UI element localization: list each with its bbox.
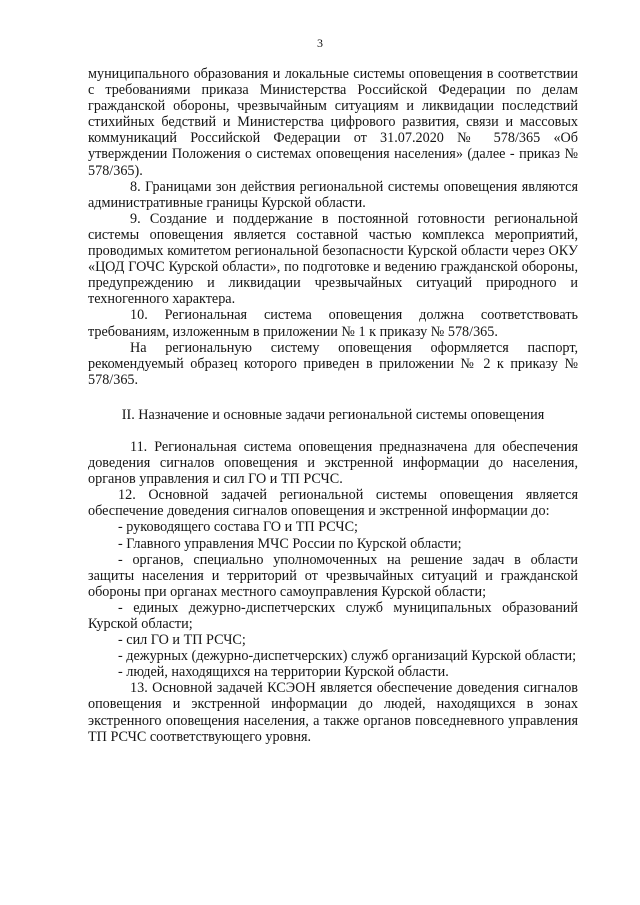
paragraph-12: 12. Основной задачей региональной системы оповещения является обеспечение доведения сигналов оповещения и экстренной информации до: [88, 487, 578, 520]
paragraph-continuation: муниципального образования и локальные системы оповещения в соответствии с требованиями приказа Министерства Российской Федерации по делам гражданской обороны, чрезвычайным ситуациям и ликвидации последствий стихийных бедствий и Министерства цифрового развития, связи и массовых коммуникаций Российской Федерации от 31.07.2020 № 578/365 «Об утверждении Положения о системах оповещения населения» (далее - приказ № 578/365). [88, 66, 578, 179]
list-item: - органов, специально уполномоченных на решение задач в области защиты населения и территорий от чрезвычайных ситуаций и гражданской обороны при органах местного самоуправления Курской области; [88, 551, 578, 600]
list-item: - людей, находящихся на территории Курской области. [118, 664, 449, 681]
list-item: - дежурных (дежурно-диспетчерских) служб организаций Курской области; [118, 648, 577, 665]
paragraph-11: 11. Региональная система оповещения предназначена для обеспечения доведения сигналов оповещения и экстренной информации до населения, органов управления и сил ГО и ТП РСЧС. [88, 438, 578, 488]
section-heading-2: II. Назначение и основные задачи региональной системы оповещения [121, 406, 545, 423]
paragraph-8: 8. Границами зон действия региональной системы оповещения являются административные границы Курской области. [88, 178, 578, 211]
paragraph-10-passport: На региональную систему оповещения оформляется паспорт, рекомендуемый образец которого приведен в приложении № 2 к приказу № 578/365. [88, 339, 578, 388]
list-item: - единых дежурно-диспетчерских служб муниципальных образований Курской области; [88, 599, 578, 632]
list-item: - сил ГО и ТП РСЧС; [118, 632, 246, 649]
list-item: - Главного управления МЧС России по Курской области; [118, 535, 462, 552]
paragraph-9: 9. Создание и поддержание в постоянной готовности региональной системы оповещения является составной частью комплекса мероприятий, проводимых комитетом региональной безопасности Курской области через ОКУ «ЦОД ГОЧС Курской области», по подготовке и ведению гражданской обороны, предупреждению и ликвидации чрезвычайных ситуаций природного и техногенного характера. [88, 210, 578, 308]
paragraph-13: 13. Основной задачей КСЭОН является обеспечение доведения сигналов оповещения и экстренной информации до людей, находящихся в зонах экстренного оповещения населения, а также органов повседневного управления ТП РСЧС соответствующего уровня. [88, 680, 578, 745]
document-body [88, 66, 578, 745]
page-number: 3 [317, 36, 323, 50]
paragraph-10: 10. Региональная система оповещения должна соответствовать требованиям, изложенным в приложении № 1 к приказу № 578/365. [88, 307, 578, 340]
list-item: - руководящего состава ГО и ТП РСЧС; [118, 519, 359, 536]
